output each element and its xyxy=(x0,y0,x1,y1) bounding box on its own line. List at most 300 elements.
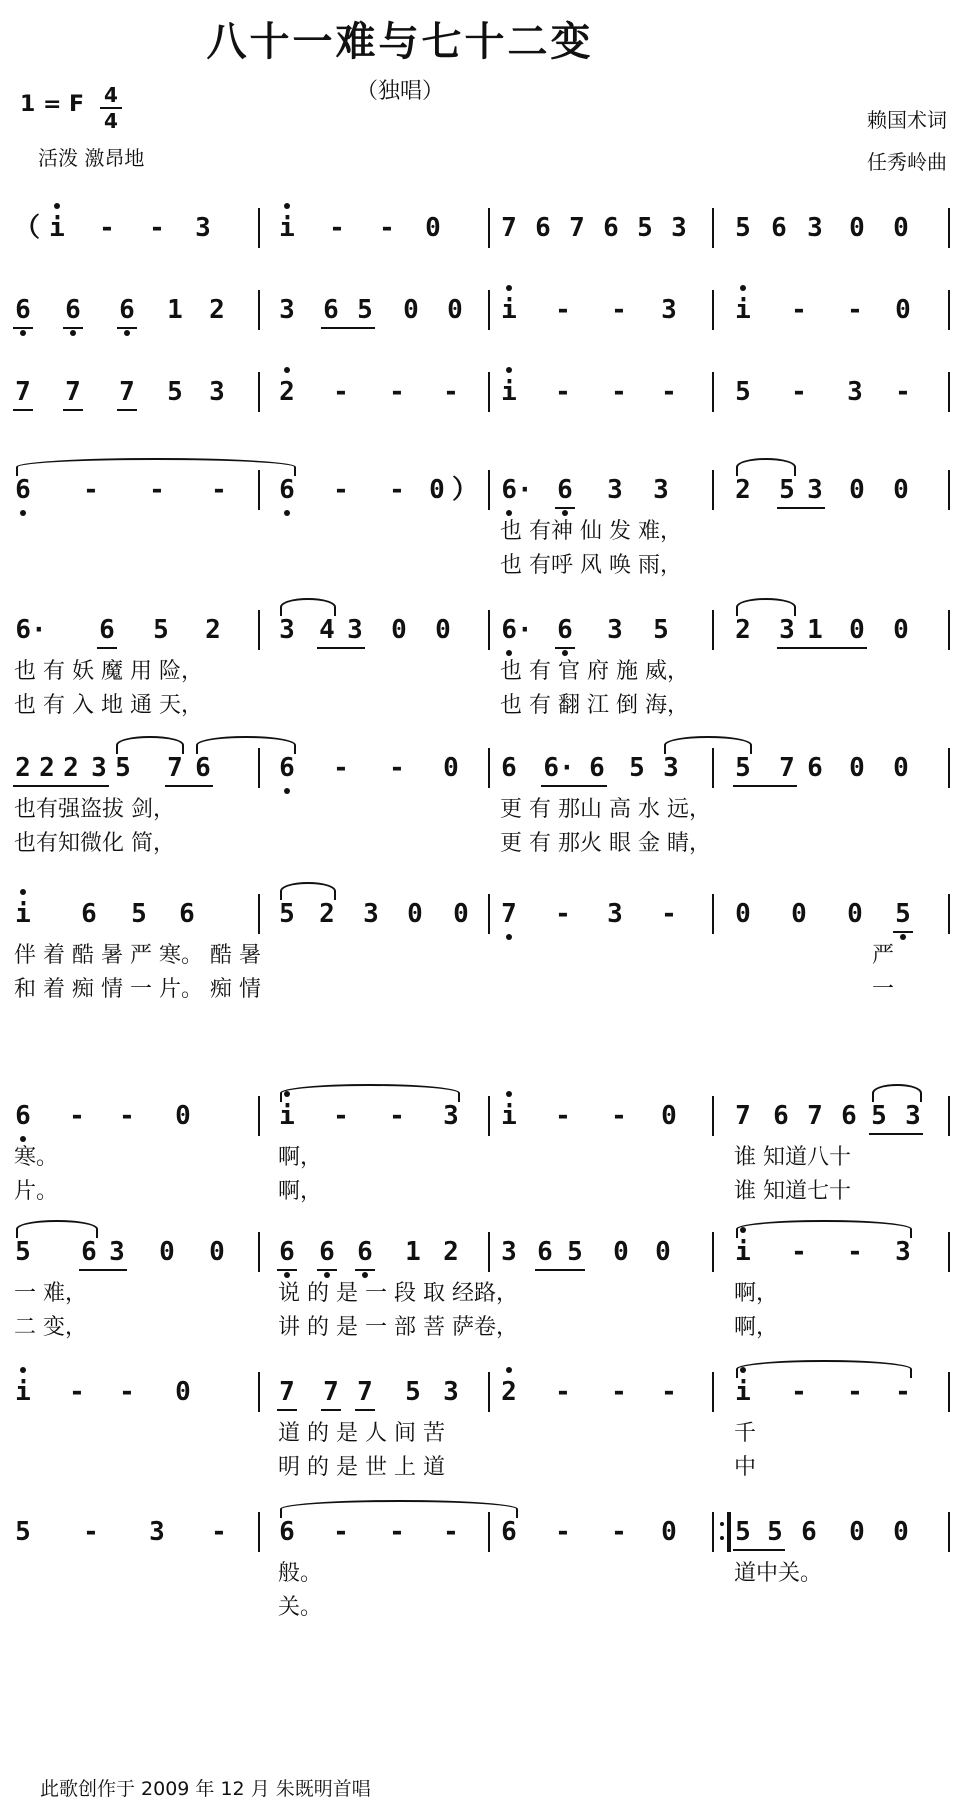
note: 2 xyxy=(443,1237,459,1267)
slur-mark xyxy=(280,598,336,616)
note: 6 xyxy=(81,899,97,929)
note: - xyxy=(847,295,863,325)
note: 6 xyxy=(557,615,573,645)
note: - xyxy=(611,377,627,407)
note: 0 xyxy=(893,475,909,505)
slur-mark xyxy=(280,1500,518,1518)
note: - xyxy=(211,475,227,505)
note: - xyxy=(443,1517,459,1547)
note: 7 xyxy=(65,377,81,407)
beam-line xyxy=(555,507,575,509)
note: - xyxy=(333,475,349,505)
barline xyxy=(488,1512,490,1552)
barline xyxy=(258,748,260,788)
note: - xyxy=(443,377,459,407)
note: - xyxy=(389,475,405,505)
barline xyxy=(258,894,260,934)
note: 1 xyxy=(807,615,823,645)
note: - xyxy=(611,295,627,325)
beam-line xyxy=(97,647,117,649)
beam-line xyxy=(117,327,137,329)
note: 6 xyxy=(319,1237,335,1267)
barline xyxy=(258,290,260,330)
note: 1 xyxy=(167,295,183,325)
lyric-line: 二 变， xyxy=(14,1315,87,1340)
beam-line xyxy=(13,327,33,329)
note: i xyxy=(279,1101,295,1131)
slur-mark xyxy=(736,1360,912,1378)
barline xyxy=(258,372,260,412)
note: 6 xyxy=(841,1101,857,1131)
lyric-line: 也 有 官 府 施 威， xyxy=(500,659,689,684)
note: 6 xyxy=(589,753,605,783)
note: - xyxy=(211,1517,227,1547)
score-row xyxy=(0,212,963,252)
barline xyxy=(712,894,714,934)
composer-credit: 任秀岭曲 xyxy=(867,150,947,174)
note: 7 xyxy=(279,1377,295,1407)
note: 5 xyxy=(735,1517,751,1547)
note: 7 xyxy=(323,1377,339,1407)
note: 0 xyxy=(849,615,865,645)
lyric-line: 也 有 翻 江 倒 海， xyxy=(500,693,689,718)
note: 3 xyxy=(653,475,669,505)
note: 7 xyxy=(735,1101,751,1131)
note: 6 xyxy=(773,1101,789,1131)
note: - xyxy=(69,1101,85,1131)
lyric-line: 啊， xyxy=(734,1281,779,1306)
note: 6 xyxy=(15,1101,31,1131)
end-barline xyxy=(948,748,950,788)
note: 7 xyxy=(501,213,517,243)
barline xyxy=(712,748,714,788)
note: i xyxy=(279,213,295,243)
note: - xyxy=(119,1101,135,1131)
note: 6 xyxy=(279,1237,295,1267)
note: i xyxy=(501,295,517,325)
note: 0 xyxy=(849,1517,865,1547)
lyric-line: 啊， xyxy=(278,1179,323,1204)
note: 3 xyxy=(443,1101,459,1131)
note: 6· xyxy=(543,753,575,783)
note: 0 xyxy=(895,295,911,325)
beam-line xyxy=(117,409,137,411)
lyric-line: 一 xyxy=(872,977,895,1002)
note: i xyxy=(735,1237,751,1267)
note: 2 xyxy=(63,753,79,783)
note: 6 xyxy=(807,753,823,783)
note: - xyxy=(119,1377,135,1407)
beam-line xyxy=(63,409,83,411)
note: 7 xyxy=(569,213,585,243)
lyric-line: 和 着 痴 情 一 片。 痴 情 xyxy=(14,977,261,1002)
lyric-line: 更 有 那山 高 水 远， xyxy=(500,797,711,822)
barline xyxy=(712,1096,714,1136)
song-title: 八十一难与七十二变 xyxy=(206,19,594,65)
note: 3 xyxy=(607,615,623,645)
note: 0 xyxy=(613,1237,629,1267)
barline xyxy=(488,208,490,248)
note: - xyxy=(791,377,807,407)
note: 2 xyxy=(209,295,225,325)
barline xyxy=(712,208,714,248)
lyric-line: 也 有 妖 魔 用 险， xyxy=(14,659,203,684)
note: 5 xyxy=(735,377,751,407)
note: 3 xyxy=(895,1237,911,1267)
lyric-line: 伴 着 酷 暑 严 寒。 酷 暑 xyxy=(14,943,261,968)
note: 0 xyxy=(849,213,865,243)
end-barline xyxy=(948,894,950,934)
lyric-line: 关。 xyxy=(278,1595,323,1620)
note: 3 xyxy=(443,1377,459,1407)
note: i xyxy=(15,1377,31,1407)
beam-line xyxy=(777,647,867,649)
lyric-line: 说 的 是 一 段 取 经路， xyxy=(278,1281,518,1306)
note: - xyxy=(329,213,345,243)
note: - xyxy=(555,899,571,929)
score-row xyxy=(0,474,963,578)
lyric-line: 啊， xyxy=(734,1315,779,1340)
note: 5 xyxy=(779,475,795,505)
end-barline xyxy=(948,208,950,248)
note: 6 xyxy=(279,1517,295,1547)
note: - xyxy=(555,1517,571,1547)
note: 0 xyxy=(661,1517,677,1547)
note: 2 xyxy=(15,753,31,783)
note: - xyxy=(611,1101,627,1131)
note: 5 xyxy=(167,377,183,407)
lyric-line: 也 有呼 风 唤 雨， xyxy=(500,553,682,578)
note: 6 xyxy=(323,295,339,325)
note: 5 xyxy=(567,1237,583,1267)
note: 3 xyxy=(347,615,363,645)
note: 6 xyxy=(81,1237,97,1267)
note: 5 xyxy=(767,1517,783,1547)
slur-mark xyxy=(116,736,184,754)
note: 0 xyxy=(893,615,909,645)
note: 7 xyxy=(357,1377,373,1407)
beam-line xyxy=(63,327,83,329)
beam-line xyxy=(13,785,109,787)
beam-line xyxy=(317,1269,337,1271)
score-row xyxy=(0,376,963,416)
note: - xyxy=(661,377,677,407)
note: 5 xyxy=(735,213,751,243)
note: 0 xyxy=(735,899,751,929)
note: - xyxy=(333,1101,349,1131)
note: 2 xyxy=(319,899,335,929)
beam-line xyxy=(733,1549,785,1551)
note: 3 xyxy=(501,1237,517,1267)
note: i xyxy=(49,213,65,243)
barline xyxy=(488,748,490,788)
note: 3 xyxy=(209,377,225,407)
time-numerator: 4 xyxy=(104,83,118,107)
beam-line xyxy=(777,507,825,509)
beam-line xyxy=(277,1269,297,1271)
barline xyxy=(258,1512,260,1552)
note: i xyxy=(501,377,517,407)
note: 0 xyxy=(893,1517,909,1547)
note: - xyxy=(555,1101,571,1131)
note: 0 xyxy=(159,1237,175,1267)
barline xyxy=(712,1232,714,1272)
slur-mark xyxy=(16,1220,98,1238)
note: 0 xyxy=(655,1237,671,1267)
note: 3 xyxy=(607,899,623,929)
note: 5 xyxy=(153,615,169,645)
note: - xyxy=(555,377,571,407)
lyric-line: 一 难， xyxy=(14,1281,87,1306)
lyric-line: 谁 知道七十 xyxy=(734,1179,851,1204)
note: 5 xyxy=(871,1101,887,1131)
note: 6 xyxy=(279,753,295,783)
beam-line xyxy=(321,327,375,329)
barline xyxy=(258,470,260,510)
note: 6 xyxy=(537,1237,553,1267)
note: - xyxy=(791,295,807,325)
slur-mark xyxy=(736,458,796,476)
note: - xyxy=(791,1377,807,1407)
note: - xyxy=(661,1377,677,1407)
beam-line xyxy=(733,785,797,787)
lyricist-credit: 赖国术词 xyxy=(867,108,947,132)
note: 2 xyxy=(735,475,751,505)
score-row xyxy=(0,1100,963,1204)
note: - xyxy=(149,475,165,505)
note: 2 xyxy=(205,615,221,645)
barline xyxy=(488,290,490,330)
note: - xyxy=(611,1517,627,1547)
end-barline xyxy=(948,290,950,330)
lyric-line: 明 的 是 世 上 道 xyxy=(278,1455,445,1480)
barline xyxy=(488,372,490,412)
note: 3 xyxy=(363,899,379,929)
beam-line xyxy=(535,1269,585,1271)
note: 6 xyxy=(179,899,195,929)
note: 6 xyxy=(279,475,295,505)
note: 4 xyxy=(319,615,335,645)
barline xyxy=(712,1372,714,1412)
note: 0 xyxy=(849,475,865,505)
note: 5 xyxy=(15,1517,31,1547)
note: 5 xyxy=(15,1237,31,1267)
score-row xyxy=(0,898,963,1002)
note: i xyxy=(735,295,751,325)
note: 3 xyxy=(671,213,687,243)
key-signature: 1 = F xyxy=(20,92,85,117)
barline xyxy=(712,290,714,330)
slur-mark xyxy=(736,1220,912,1238)
lyric-line: 中 xyxy=(734,1455,757,1480)
note: 0 xyxy=(175,1377,191,1407)
lyric-line: 严 xyxy=(872,943,895,968)
note: 6 xyxy=(15,295,31,325)
note: - xyxy=(611,1377,627,1407)
note: 0 xyxy=(661,1101,677,1131)
note: 6 xyxy=(557,475,573,505)
barline xyxy=(712,1512,714,1552)
note: 5 xyxy=(279,899,295,929)
note: 0 xyxy=(209,1237,225,1267)
lyric-line: 啊， xyxy=(278,1145,323,1170)
note: 6 xyxy=(501,1517,517,1547)
barline xyxy=(488,1372,490,1412)
note: 6· xyxy=(501,615,533,645)
note: 0 xyxy=(425,213,441,243)
note: i xyxy=(15,899,31,929)
beam-line xyxy=(165,785,213,787)
song-subtitle: （独唱） xyxy=(355,79,444,104)
lyric-line: 谁 知道八十 xyxy=(734,1145,851,1170)
note: 5 xyxy=(637,213,653,243)
note: 0 xyxy=(847,899,863,929)
note: 3 xyxy=(91,753,107,783)
beam-line xyxy=(355,1409,375,1411)
score-row xyxy=(0,294,963,334)
end-barline xyxy=(948,1372,950,1412)
note: - xyxy=(895,1377,911,1407)
note: - xyxy=(389,753,405,783)
barline xyxy=(712,470,714,510)
end-barline xyxy=(948,610,950,650)
note: 3 xyxy=(279,615,295,645)
lyric-line: 也 有 入 地 通 天， xyxy=(14,693,203,718)
end-barline xyxy=(948,1232,950,1272)
note: 3 xyxy=(807,475,823,505)
barline xyxy=(488,610,490,650)
note: i xyxy=(735,1377,751,1407)
note: 3 xyxy=(661,295,677,325)
note: 3 xyxy=(779,615,795,645)
beam-line xyxy=(555,647,575,649)
note: - xyxy=(847,1377,863,1407)
beam-line xyxy=(541,785,607,787)
note: 0 xyxy=(893,213,909,243)
barline xyxy=(258,610,260,650)
beam-line xyxy=(79,1269,127,1271)
score-row xyxy=(0,614,963,718)
slur-mark xyxy=(664,736,752,754)
note: 6 xyxy=(357,1237,373,1267)
note: 6 xyxy=(603,213,619,243)
footnote: 此歌创作于 2009 年 12 月 朱既明首唱 xyxy=(40,1778,371,1800)
beam-line xyxy=(277,1409,297,1411)
repeat-sign xyxy=(720,1512,732,1552)
note: - xyxy=(895,377,911,407)
note: 3 xyxy=(607,475,623,505)
barline xyxy=(258,1096,260,1136)
lyric-line: 般。 xyxy=(278,1561,323,1586)
note: 6 xyxy=(771,213,787,243)
note: 0 xyxy=(175,1101,191,1131)
note: - xyxy=(69,1377,85,1407)
note: - xyxy=(847,1237,863,1267)
slur-mark xyxy=(280,882,336,900)
lyric-line: 更 有 那火 眼 金 睛， xyxy=(500,831,711,856)
slur-mark xyxy=(736,598,796,616)
note: 5 xyxy=(653,615,669,645)
lyric-line: 也有强盗拔 剑， xyxy=(14,797,175,822)
note: 0 xyxy=(447,295,463,325)
lyric-line: 寒。 xyxy=(14,1145,59,1170)
note: 2 xyxy=(39,753,55,783)
note: ） xyxy=(452,475,479,505)
lyric-line: 道中关。 xyxy=(734,1561,823,1586)
beam-line xyxy=(321,1409,341,1411)
beam-line xyxy=(893,931,913,933)
lyric-line: 也 有神 仙 发 难， xyxy=(500,519,682,544)
note: 6 xyxy=(99,615,115,645)
lyric-line: 道 的 是 人 间 苦 xyxy=(278,1421,445,1446)
note: - xyxy=(379,213,395,243)
note: 0 xyxy=(791,899,807,929)
lyric-line: 讲 的 是 一 部 菩 萨卷， xyxy=(278,1315,518,1340)
barline xyxy=(258,1372,260,1412)
tempo-marking: 活泼 激昂地 xyxy=(38,146,145,170)
note: 6 xyxy=(195,753,211,783)
note: 2 xyxy=(501,1377,517,1407)
note: - xyxy=(389,1517,405,1547)
note: - xyxy=(83,1517,99,1547)
barline xyxy=(488,470,490,510)
note: 5 xyxy=(895,899,911,929)
barline xyxy=(488,894,490,934)
note: 0 xyxy=(429,475,445,505)
note: 1 xyxy=(405,1237,421,1267)
note: 6 xyxy=(65,295,81,325)
beam-line xyxy=(355,1269,375,1271)
note: 3 xyxy=(149,1517,165,1547)
note: 3 xyxy=(663,753,679,783)
lyric-line: 千 xyxy=(734,1421,757,1446)
slur-mark xyxy=(872,1084,922,1102)
note: 3 xyxy=(279,295,295,325)
note: 0 xyxy=(893,753,909,783)
score-row xyxy=(0,1516,963,1620)
note: i xyxy=(501,1101,517,1131)
slur-mark xyxy=(16,458,296,476)
time-signature xyxy=(96,84,126,132)
beam-line xyxy=(869,1133,923,1135)
score-row xyxy=(0,1236,963,1340)
note: 7 xyxy=(119,377,135,407)
note: 3 xyxy=(195,213,211,243)
note: 6 xyxy=(119,295,135,325)
note: 7 xyxy=(167,753,183,783)
note: - xyxy=(791,1237,807,1267)
note: - xyxy=(333,753,349,783)
note: 0 xyxy=(443,753,459,783)
note: - xyxy=(389,1101,405,1131)
note: 7 xyxy=(807,1101,823,1131)
lyric-line: 片。 xyxy=(14,1179,59,1204)
note: - xyxy=(555,1377,571,1407)
beam-line xyxy=(13,409,33,411)
note: 5 xyxy=(405,1377,421,1407)
note: 7 xyxy=(15,377,31,407)
note: 0 xyxy=(435,615,451,645)
note: 3 xyxy=(847,377,863,407)
note: - xyxy=(149,213,165,243)
note: 6 xyxy=(15,475,31,505)
note: 5 xyxy=(357,295,373,325)
note: 7 xyxy=(779,753,795,783)
note: 6 xyxy=(801,1517,817,1547)
note: - xyxy=(333,1517,349,1547)
note: 6 xyxy=(535,213,551,243)
note: 0 xyxy=(453,899,469,929)
